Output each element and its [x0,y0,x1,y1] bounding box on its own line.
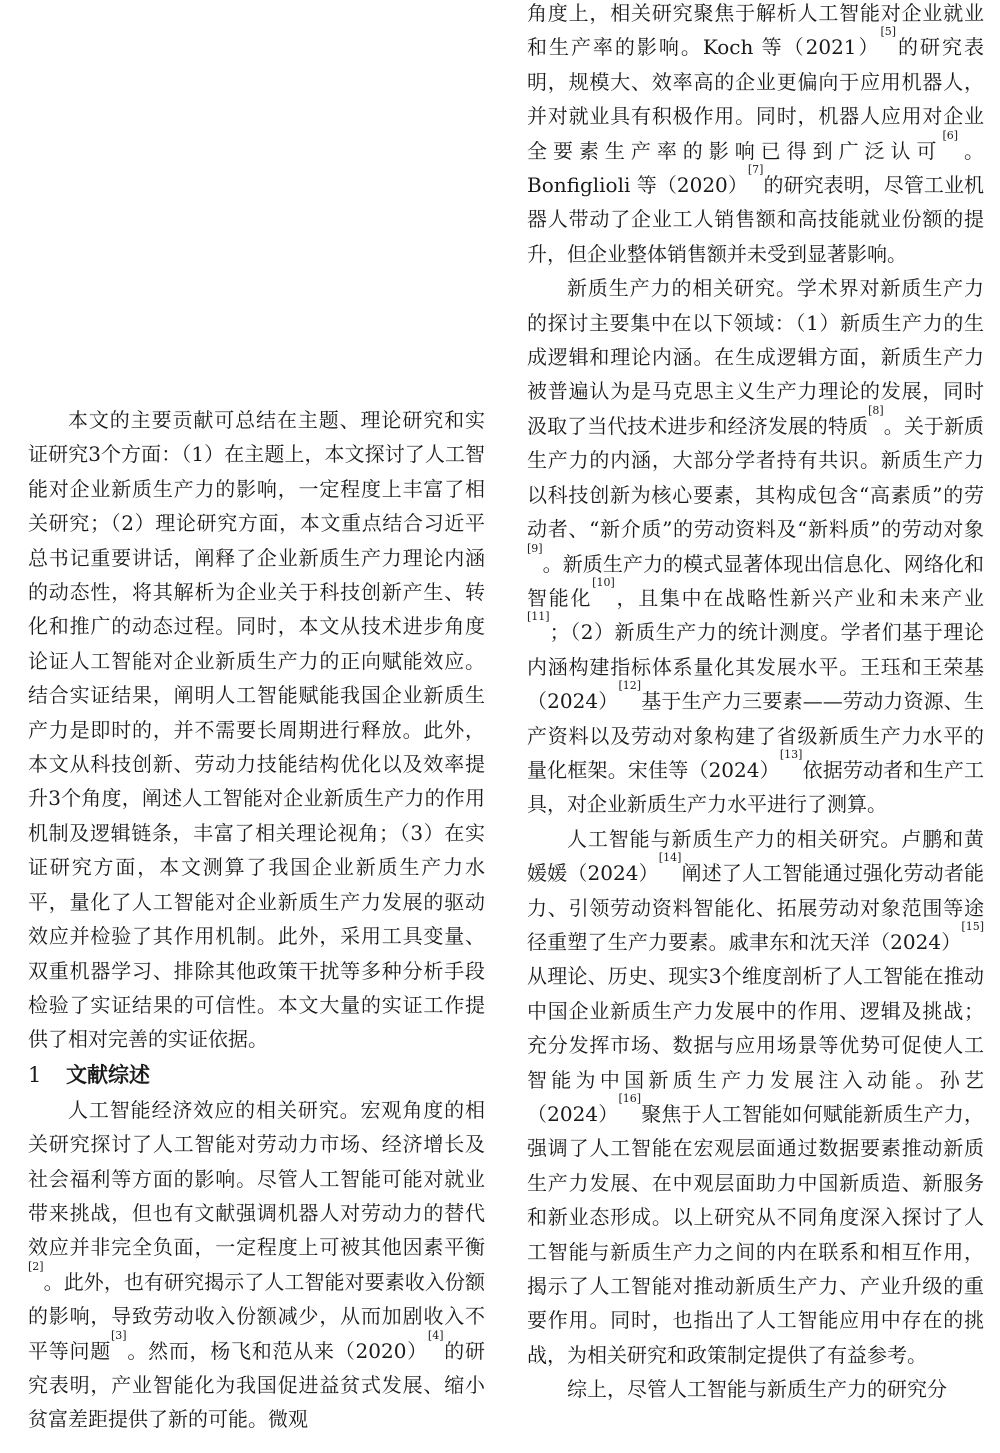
section-heading [28,1057,485,1093]
text-run: 基于生产力三要素——劳动力资源、生产资料以及劳动对象构建了省级新质生产力水平的量化框架。宋佳等（2024） [527,689,984,782]
summary-paragraph: 综上，尽管人工智能与新质生产力的研究分 [567,1377,947,1402]
text-run: 的研究表明，规模大、效率高的企业更偏向于应用机器人，并对就业具有积极作用。同时，机器人应用对企业全要素生产率的影响已得到广泛认可 [527,35,984,163]
text-run: 。关于新质生产力的内涵，大部分学者持有共识。新质生产力以科技创新为核心要素，其构成包含“高素质”的劳动者、“新介质”的劳动资料及“新料质”的劳动对象 [527,413,985,542]
text-run: 。然而，杨飞和范从来（2020） [126,1338,428,1363]
text-run: ，且集中在战略性新兴产业和未来产业 [614,585,985,610]
citation-5: [5] [880,25,897,39]
citation-9: [9] [527,541,543,555]
ai-economic-effects-paragraph [28,1093,485,1437]
text-run: 人工智能经济效应的相关研究。宏观角度的相关研究探讨了人工智能对劳动力市场、经济增长及社会福利等方面的影响。尽管人工智能可能对就业带来挑战，但也有文献强调机器人对劳动力的替代效应并非完全负面，一定程度上可被其他因素平衡 [28,1097,485,1260]
citation-11: [11] [527,610,550,624]
contribution-paragraph: 本文的主要贡献可总结在主题、理论研究和实证研究3个方面：（1）在主题上，本文探讨了人工智能对企业新质生产力的影响，一定程度上丰富了相关研究；（2）理论研究方面，本文重点结合习近平总书记重要讲话，阐释了企业新质生产力理论内涵的动态性，将其解析为企业关于科技创新产生、转化和推广的动态过程。同时，本文从技术进步角度论证人工智能对企业新质生产力的正向赋能效应。结合实证结果，阐明人工智能赋能我国企业新质生产力是即时的，并不需要长周期进行释放。此外，本文从科技创新、劳动力技能结构优化以及效率提升3个角度，阐述人工智能对企业新质生产力的作用机制及逻辑链条，丰富了相关理论视角；（3）在实证研究方面，本文测算了我国企业新质生产力水平，量化了人工智能对企业新质生产力发展的驱动效应并检验了其作用机制。此外，采用工具变量、双重机器学习、排除其他政策干扰等多种分析手段检验了实证结果的可信性。本文大量的实证工作提供了相对完善的实证依据。 [28,408,485,1052]
text-run: 。Bonfiglioli 等（2020） [527,138,985,198]
text-run: 从理论、历史、现实3个维度剖析了人工智能在推动中国企业新质生产力发展中的作用、逻辑及挑战；充分发挥市场、数据与应用场景等优势可促使人工智能为中国新质生产力发展注入动能。孙艺（2024） [527,964,984,1126]
left-column [28,403,485,1437]
citation-2: [2] [28,1259,44,1273]
text-run: 聚焦于人工智能如何赋能新质生产力，强调了人工智能在宏观层面通过数据要素推动新质生产力发展、在中观层面助力中国新质造、新服务和新业态形成。以上研究从不同角度深入探讨了人工智能与新质生产力之间的内在联系和相互作用，揭示了人工智能对推动新质生产力、产业升级的重要作用。同时，也指出了人工智能应用中存在的挑战，为相关研究和政策制定提供了有益参考。 [527,1102,985,1367]
text-run: 的研究表明，尽管工业机器人带动了企业工人销售额和高技能就业份额的提升，但企业整体销售额并未受到显著影响。 [527,173,984,266]
text-run: 角度上，相关研究聚焦于解析人工智能对企业就业和生产率的影响。Koch 等（2021） [527,1,984,60]
citation-16: [16] [618,1092,642,1105]
citation-12: [12] [618,679,642,693]
text-run: 的研究表明，产业智能化为我国促进益贫式发展、缩小贫富差距提供了新的可能。微观 [28,1338,486,1432]
citation-15: [15] [961,919,984,933]
new-productivity-paragraph [527,271,984,822]
text-run: 阐述了人工智能通过强化劳动者能力、引领劳动资料智能化、拓展劳动对象范围等途径重塑了生产力要素。戚聿东和沈天洋（2024） [527,861,984,954]
text-run: 。此外，也有研究揭示了人工智能对要素收入份额的影响，导致劳动收入份额减少，从而加剧收入不平等问题 [28,1269,485,1363]
section-title: 文献综述 [66,1062,150,1087]
citation-7: [7] [747,163,764,177]
continued-paragraph [527,0,984,271]
text-run: ；（2）新质生产力的统计测度。学者们基于理论内涵构建指标体系量化其发展水平。王珏和王荣基（2024） [527,620,984,714]
text-run: 。新质生产力的模式显著体现出信息化、网络化和智能化 [527,551,984,610]
text-run: 新质生产力的相关研究。学术界对新质生产力的探讨主要集中在以下领域：（1）新质生产力的生成逻辑和理论内涵。在生成逻辑方面，新质生产力被普遍认为是马克思主义生产力理论的发展，同时汲取了当代技术进步和经济发展的特质 [527,276,984,438]
right-column [527,0,984,1407]
citation-8: [8] [868,403,884,417]
citation-3: [3] [110,1328,127,1342]
citation-4: [4] [427,1328,444,1342]
text-run: 人工智能与新质生产力的相关研究。卢鹏和黄媛媛（2024） [527,826,984,886]
citation-14: [14] [658,851,682,865]
ai-new-productivity-paragraph [527,822,984,1373]
citation-13: [13] [779,747,803,761]
citation-10: [10] [592,575,615,589]
section-number: 1 [28,1062,42,1087]
citation-6: [6] [942,128,959,142]
text-run: 依据劳动者和生产工具，对企业新质生产力水平进行了测算。 [527,757,984,817]
